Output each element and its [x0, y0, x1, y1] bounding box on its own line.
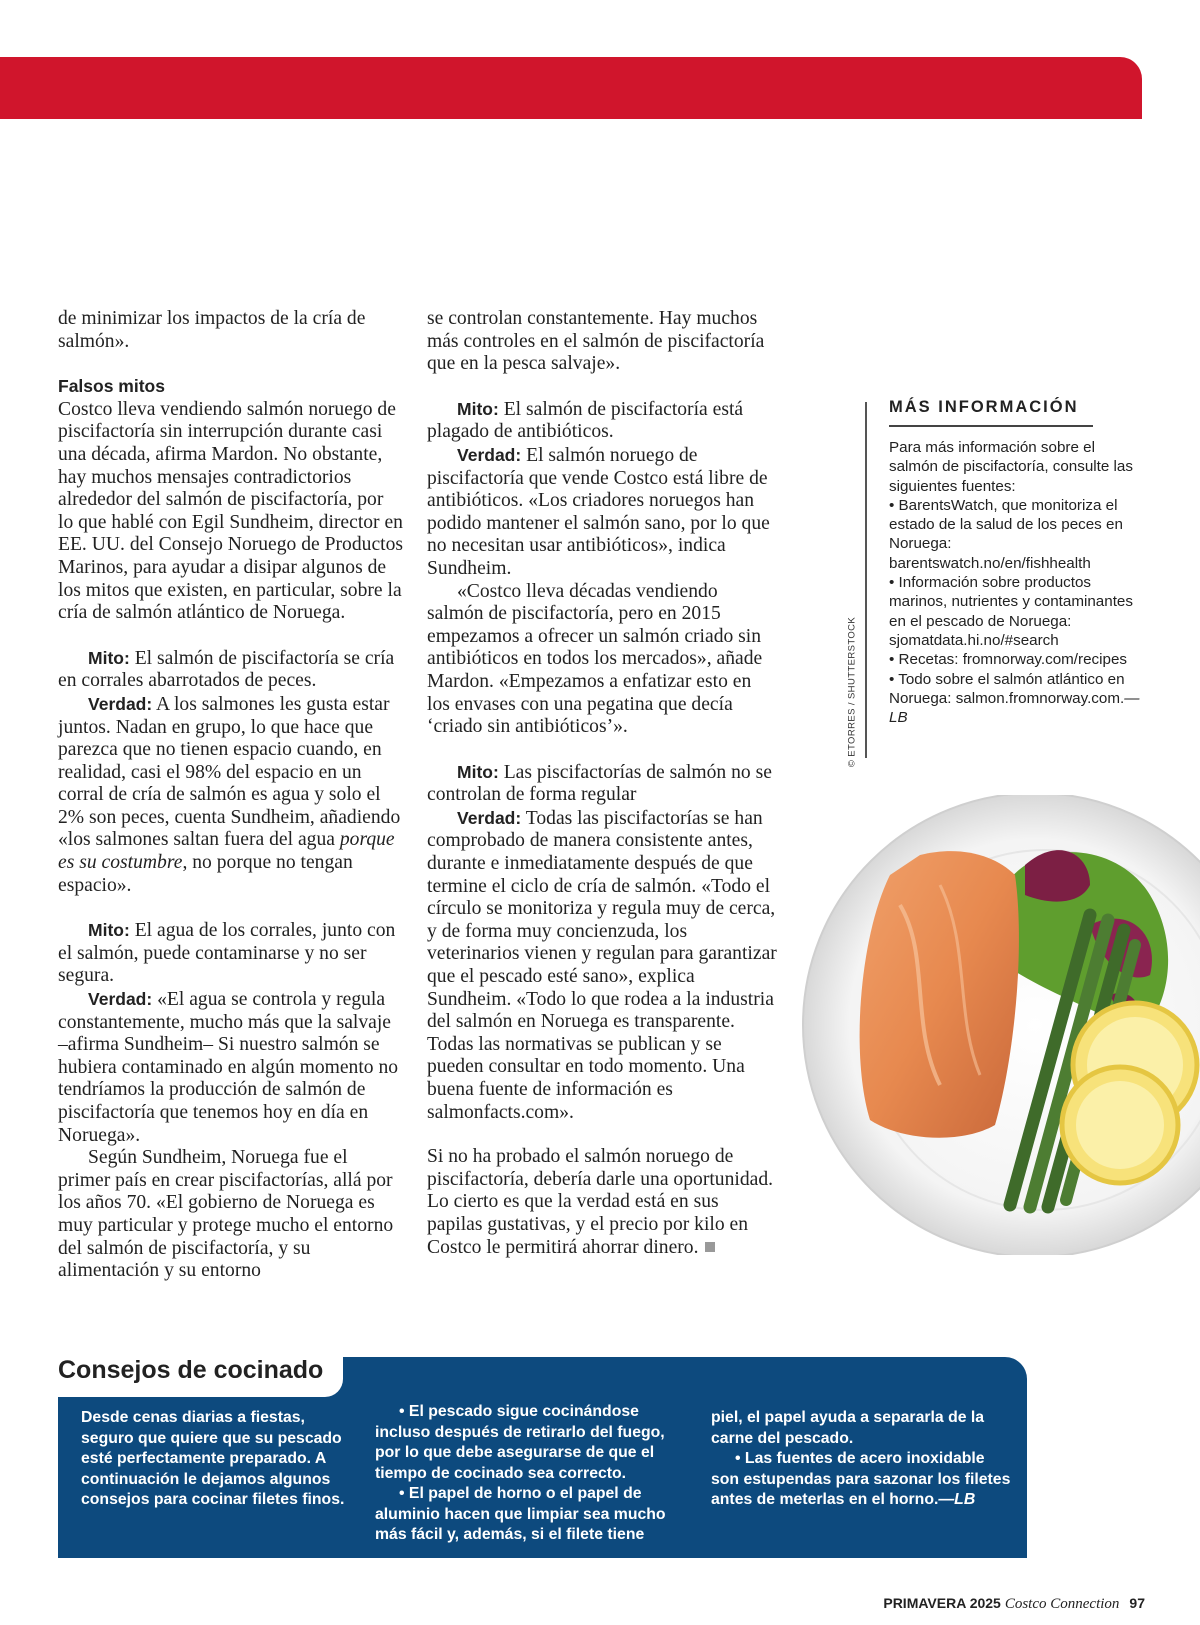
truth-label: Verdad: — [88, 693, 153, 714]
paragraph: se controlan constantemente. Hay muchos más controles en el salmón de piscifactoría que en la pesca salvaje». — [427, 308, 765, 375]
salmon-plate-photo — [790, 795, 1200, 1255]
tip-item-continued: piel, el papel ayuda a separarla de la carne del pescado. — [711, 1409, 985, 1447]
paragraph-text: Si no ha probado el salmón noruego de piscifactoría, debería darle una oportunidad. Lo cierto es que la verdad está en sus papilas gustativas, y el precio por kilo en Costco le permitirá ahorrar dinero. — [427, 1146, 774, 1258]
tip-item: • El pescado sigue cocinándose incluso después de retirarlo del fuego, por lo que debe asegurarse de que el tiempo de cocinado sea correcto. — [375, 1403, 665, 1482]
photo-credit-text: © ETORRES / SHUTTERSTOCK — [846, 616, 858, 768]
tip-item: • El papel de horno o el papel de aluminio hacen que limpiar sea mucho más fácil y, además, si el filete tiene — [375, 1485, 666, 1543]
sidebar-title: MÁS INFORMACIÓN — [889, 398, 1079, 416]
page-footer — [883, 1595, 1145, 1613]
myth-text: El salmón de piscifactoría se cría en corrales abarrotados de peces. — [58, 647, 395, 692]
tips-signature: —LB — [938, 1491, 976, 1508]
myth-text: Las piscifactorías de salmón no se controlan de forma regular — [427, 761, 772, 806]
tips-column-3 — [711, 1408, 1011, 1511]
tips-column-1 — [81, 1408, 351, 1511]
subheading-falsos-mitos: Falsos mitos — [58, 376, 165, 397]
truth-label: Verdad: — [88, 989, 153, 1010]
tip-item — [711, 1449, 1011, 1511]
truth-italic: porque es su costumbre — [58, 829, 395, 874]
page-number: 97 — [1129, 1595, 1145, 1611]
tips-intro: Desde cenas diarias a fiestas, seguro que quiere que su pescado esté perfectamente preparado. A continuación le dejamos algunos consejos para cocinar filetes finos. — [81, 1409, 345, 1508]
myth-label: Mito: — [88, 647, 130, 668]
truth-paragraph — [58, 693, 403, 897]
footer-issue: PRIMAVERA 2025 — [883, 1595, 1001, 1611]
truth-text: «El agua se controla y regula constantemente, mucho más que la salvaje –afirma Sundheim– Si nuestro salmón se hubiera contaminado en algún momento no tendríamos la producción de salmón de piscifactoría que tenemos hoy en día en Noruega». — [58, 989, 399, 1146]
photo-credit — [844, 612, 860, 772]
truth-paragraph — [58, 988, 403, 1147]
sidebar-item: • Recetas: fromnorway.com/recipes — [889, 651, 1127, 669]
tip-text: • Las fuentes de acero inoxidable son estupendas para sazonar los filetes antes de meterlas en el horno. — [711, 1450, 1011, 1508]
footer-magazine: Costco Connection — [1004, 1596, 1120, 1612]
article-column-2 — [427, 308, 777, 1259]
sidebar-signature: —LB — [889, 689, 1140, 727]
truth-text: , no porque no tengan espacio». — [58, 852, 353, 896]
myth-paragraph — [427, 398, 777, 444]
paragraph: de minimizar los impactos de la cría de salmón». — [58, 308, 366, 352]
myth-text: El salmón de piscifactoría está plagado de antibióticos. — [427, 398, 744, 443]
truth-text: El salmón noruego de piscifactoría que vende Costco está libre de antibióticos. «Los criadores noruegos han podido mantener el salmón sano, por lo que no necesitan usar antibióticos», indica Sundheim. — [427, 444, 770, 579]
end-mark-icon — [705, 1242, 715, 1252]
header-color-bar — [0, 57, 1142, 119]
cooking-tips-title: Consejos de cocinado — [58, 1356, 324, 1384]
truth-paragraph — [427, 444, 777, 581]
myth-paragraph — [58, 647, 403, 693]
paragraph: Costco lleva vendiendo salmón noruego de piscifactoría sin interrupción durante casi una década, afirma Mardon. No obstante, hay muchos mensajes contradictorios alrededor del salmón de piscifactoría, por lo que hablé con Egil Sundheim, director en EE. UU. del Consejo Noruego de Productos Marinos, para ayudar a disipar algunos de los mitos que existen, en particular, sobre la cría de salmón atlántico de Noruega. — [58, 398, 404, 624]
sidebar-item — [889, 670, 1144, 728]
myth-paragraph — [58, 919, 403, 988]
truth-text: A los salmones les gusta estar juntos. Nadan en grupo, lo que hace que parezca que no tienen espacio cuando, en realidad, casi el 98% del espacio en un corral de cría de salmón es agua y solo el 2% son peces, cuenta Sundheim, añadiendo «los salmones saltan fuera del agua — [58, 693, 401, 851]
sidebar-body — [889, 438, 1144, 727]
myth-paragraph — [427, 761, 777, 807]
article-column-1 — [58, 308, 403, 1283]
sidebar-intro: Para más información sobre el salmón de piscifactoría, consulte las siguientes fuentes: — [889, 439, 1133, 495]
myth-text: El agua de los corrales, junto con el salmón, puede contaminarse y no ser segura. — [58, 920, 396, 987]
myth-label: Mito: — [88, 920, 130, 941]
truth-label: Verdad: — [457, 807, 522, 828]
myth-label: Mito: — [457, 761, 499, 782]
sidebar-item-text: • Todo sobre el salmón atlántico en Noruega: salmon.fromnorway.com. — [889, 670, 1125, 707]
sidebar-title-underline — [889, 425, 1093, 427]
truth-text: Todas las piscifactorías se han comprobado de manera consistente antes, durante e inmediatamente después de que termine el ciclo de cría de salmón. «Todo el círculo se monitoriza y regula muy de cerca, y de forma muy concienzuda, los veterinarios vienen y regulan para garantizar que el pescado esté sano», explica Sundheim. «Todo lo que rodea a la industria del salmón en Noruega es transparente. Todas las normativas se publican y se pueden consultar en todo momento. Una buena fuente de información es salmonfacts.com». — [427, 807, 777, 1123]
truth-label: Verdad: — [457, 444, 522, 465]
truth-paragraph — [427, 807, 777, 1124]
myth-label: Mito: — [457, 398, 499, 419]
tips-column-2 — [375, 1402, 685, 1546]
closing-paragraph — [427, 1146, 777, 1259]
sidebar-rule — [865, 402, 867, 758]
sidebar-item: • BarentsWatch, que monitoriza el estado de la salud de los peces en Noruega: barentswatch.no/en/fishhealth — [889, 496, 1123, 572]
sidebar-item: • Información sobre productos marinos, nutrientes y contaminantes en el pescado de Noruega: sjomatdata.hi.no/#search — [889, 574, 1133, 649]
paragraph: «Costco lleva décadas vendiendo salmón de piscifactoría, pero en 2015 empezamos a ofrecer un salmón criado sin antibióticos en todos los mercados», añade Mardon. «Empezamos a enfatizar esto en los envases con una pegatina que decía ‘criado sin antibióticos’». — [427, 580, 763, 738]
paragraph: Según Sundheim, Noruega fue el primer país en crear piscifactorías, allá por los años 70. «El gobierno de Noruega es muy particular y protege mucho el entorno del salmón de piscifactoría, y su alimentación y su entorno — [58, 1147, 394, 1282]
